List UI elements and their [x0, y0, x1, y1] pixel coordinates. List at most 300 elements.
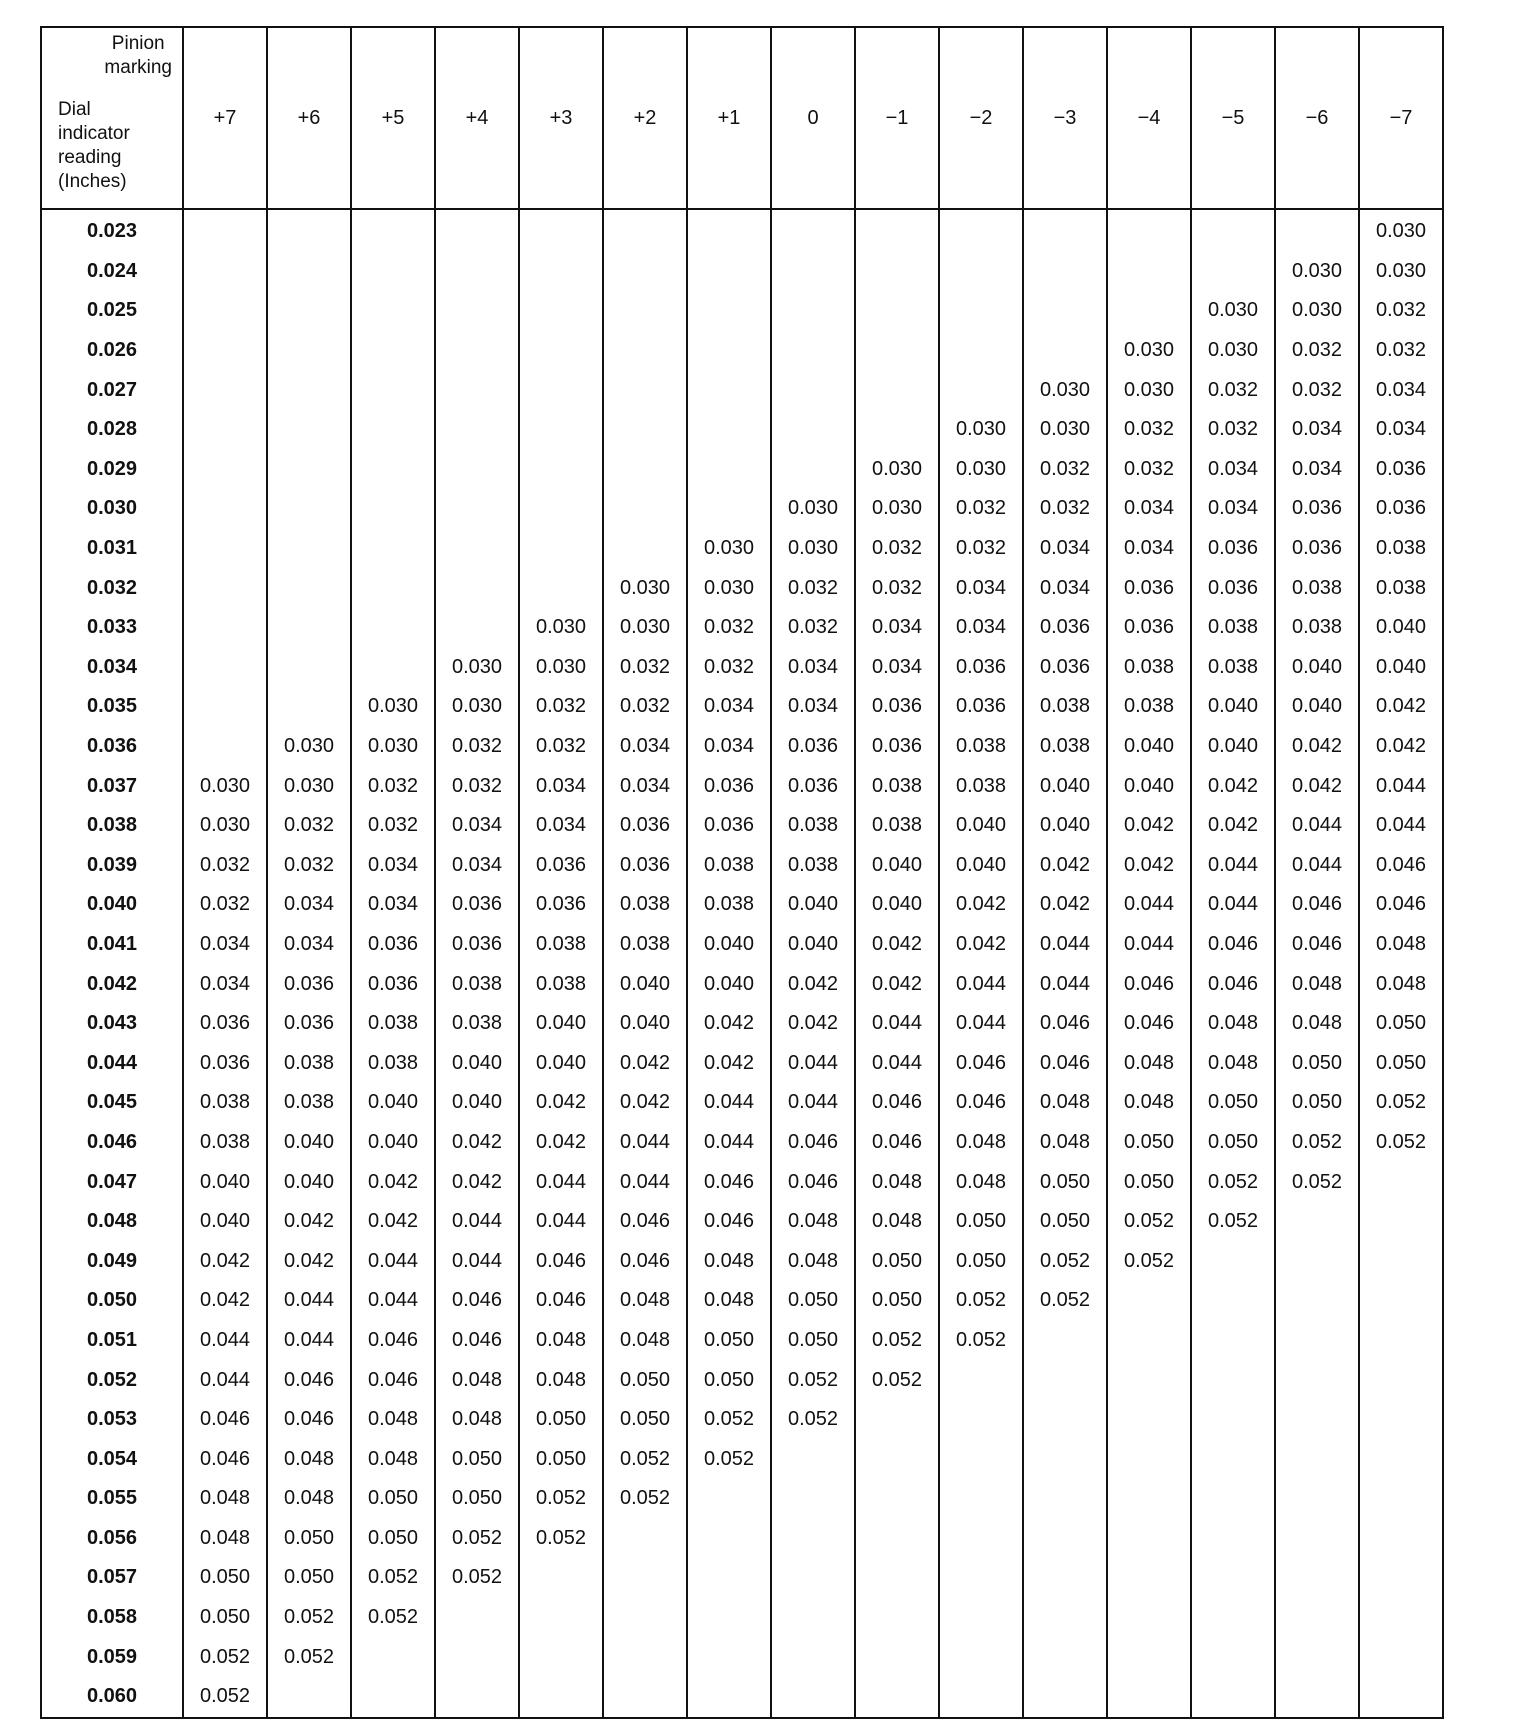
table-row — [41, 450, 1443, 490]
shim-value-cell — [855, 1400, 939, 1440]
table-row — [41, 1479, 1443, 1519]
shim-value-cell — [687, 410, 771, 450]
shim-value-cell: 0.048 — [1023, 1123, 1107, 1163]
shim-value-cell: 0.040 — [687, 925, 771, 965]
shim-value-cell: 0.044 — [1023, 964, 1107, 1004]
shim-value-cell: 0.038 — [687, 885, 771, 925]
shim-value-cell: 0.036 — [267, 964, 351, 1004]
shim-value-cell: 0.046 — [435, 1281, 519, 1321]
shim-value-cell: 0.040 — [1023, 766, 1107, 806]
shim-value-cell: 0.044 — [1359, 766, 1443, 806]
shim-value-cell — [771, 410, 855, 450]
shim-value-cell: 0.042 — [1023, 846, 1107, 886]
shim-value-cell: 0.032 — [855, 568, 939, 608]
shim-value-cell — [687, 1479, 771, 1519]
shim-value-cell — [687, 1519, 771, 1559]
shim-value-cell: 0.032 — [603, 687, 687, 727]
shim-value-cell: 0.040 — [603, 1004, 687, 1044]
shim-value-cell: 0.046 — [519, 1241, 603, 1281]
shim-value-cell: 0.042 — [351, 1162, 435, 1202]
shim-value-cell: 0.032 — [1359, 291, 1443, 331]
shim-value-cell — [1359, 1202, 1443, 1242]
table-row — [41, 1281, 1443, 1321]
dial-reading-cell: 0.029 — [41, 450, 183, 490]
shim-value-cell — [1275, 1637, 1359, 1677]
shim-value-cell: 0.042 — [771, 1004, 855, 1044]
shim-value-cell: 0.040 — [939, 846, 1023, 886]
shim-value-cell — [183, 209, 267, 252]
shim-value-cell: 0.034 — [939, 608, 1023, 648]
shim-value-cell: 0.044 — [183, 1321, 267, 1361]
shim-value-cell — [1191, 1519, 1275, 1559]
shim-value-cell: 0.038 — [1023, 727, 1107, 767]
shim-value-cell — [183, 291, 267, 331]
shim-value-cell: 0.036 — [1107, 568, 1191, 608]
table-row — [41, 568, 1443, 608]
shim-value-cell — [1107, 1321, 1191, 1361]
shim-value-cell: 0.036 — [1191, 529, 1275, 569]
shim-value-cell: 0.042 — [183, 1281, 267, 1321]
shim-value-cell — [267, 209, 351, 252]
shim-value-cell: 0.034 — [939, 568, 1023, 608]
shim-value-cell: 0.050 — [519, 1439, 603, 1479]
shim-value-cell — [435, 252, 519, 292]
shim-value-cell: 0.030 — [1359, 252, 1443, 292]
table-row — [41, 1083, 1443, 1123]
dial-reading-cell: 0.035 — [41, 687, 183, 727]
corner-bottom-line: (Inches) — [58, 171, 127, 192]
shim-value-cell: 0.034 — [1275, 410, 1359, 450]
shim-value-cell: 0.032 — [1023, 450, 1107, 490]
shim-value-cell: 0.050 — [939, 1202, 1023, 1242]
shim-value-cell — [435, 209, 519, 252]
dial-reading-cell: 0.028 — [41, 410, 183, 450]
shim-value-cell: 0.038 — [855, 766, 939, 806]
shim-value-cell: 0.052 — [1191, 1162, 1275, 1202]
table-row — [41, 1400, 1443, 1440]
shim-value-cell: 0.030 — [435, 687, 519, 727]
table-row — [41, 846, 1443, 886]
shim-value-cell: 0.044 — [351, 1281, 435, 1321]
shim-value-cell — [267, 608, 351, 648]
pinion-marking-column-header: +3 — [519, 27, 603, 209]
shim-value-cell: 0.034 — [1359, 410, 1443, 450]
shim-value-cell — [519, 1677, 603, 1718]
shim-value-cell: 0.030 — [771, 529, 855, 569]
shim-value-cell: 0.034 — [519, 766, 603, 806]
shim-value-cell — [183, 529, 267, 569]
shim-value-cell: 0.050 — [603, 1400, 687, 1440]
dial-reading-cell: 0.056 — [41, 1519, 183, 1559]
shim-value-cell: 0.030 — [435, 648, 519, 688]
shim-value-cell — [939, 1598, 1023, 1638]
shim-value-cell — [1191, 252, 1275, 292]
shim-value-cell: 0.030 — [183, 766, 267, 806]
shim-value-cell: 0.046 — [1275, 925, 1359, 965]
shim-value-cell: 0.046 — [1191, 964, 1275, 1004]
shim-value-cell — [1275, 1321, 1359, 1361]
corner-top-line: marking — [104, 57, 172, 78]
shim-value-cell — [519, 1558, 603, 1598]
shim-value-cell — [1107, 1400, 1191, 1440]
dial-reading-cell: 0.039 — [41, 846, 183, 886]
table-row — [41, 727, 1443, 767]
shim-value-cell — [267, 252, 351, 292]
shim-value-cell — [1107, 252, 1191, 292]
shim-value-cell — [351, 608, 435, 648]
shim-value-cell: 0.032 — [771, 608, 855, 648]
shim-value-cell: 0.036 — [183, 1043, 267, 1083]
shim-value-cell: 0.046 — [1023, 1004, 1107, 1044]
shim-value-cell — [267, 331, 351, 371]
pinion-marking-column-header: −6 — [1275, 27, 1359, 209]
shim-value-cell: 0.036 — [1275, 529, 1359, 569]
shim-value-cell: 0.048 — [687, 1241, 771, 1281]
pinion-marking-column-header: +4 — [435, 27, 519, 209]
shim-value-cell: 0.052 — [771, 1360, 855, 1400]
shim-value-cell — [351, 410, 435, 450]
shim-value-cell — [1023, 331, 1107, 371]
shim-value-cell: 0.030 — [1275, 252, 1359, 292]
shim-value-cell — [1359, 1598, 1443, 1638]
shim-value-cell — [771, 291, 855, 331]
shim-value-cell: 0.036 — [855, 727, 939, 767]
shim-value-cell: 0.032 — [771, 568, 855, 608]
shim-value-cell: 0.046 — [855, 1123, 939, 1163]
shim-value-cell: 0.032 — [687, 648, 771, 688]
shim-value-cell — [939, 1439, 1023, 1479]
shim-value-cell — [1107, 1360, 1191, 1400]
shim-value-cell: 0.032 — [183, 846, 267, 886]
shim-value-cell: 0.038 — [267, 1043, 351, 1083]
shim-value-cell — [183, 727, 267, 767]
shim-value-cell — [351, 1677, 435, 1718]
shim-value-cell — [183, 370, 267, 410]
shim-value-cell: 0.050 — [855, 1281, 939, 1321]
shim-value-cell: 0.050 — [687, 1360, 771, 1400]
table-row — [41, 291, 1443, 331]
shim-value-cell — [351, 568, 435, 608]
dial-reading-cell: 0.042 — [41, 964, 183, 1004]
shim-value-cell — [519, 370, 603, 410]
shim-value-cell: 0.032 — [939, 489, 1023, 529]
shim-value-cell: 0.030 — [183, 806, 267, 846]
shim-value-cell: 0.038 — [603, 925, 687, 965]
shim-value-cell — [687, 1677, 771, 1718]
shim-value-cell: 0.050 — [771, 1281, 855, 1321]
pinion-marking-column-header: +5 — [351, 27, 435, 209]
pinion-marking-column-header: −5 — [1191, 27, 1275, 209]
shim-value-cell — [1359, 1677, 1443, 1718]
shim-value-cell: 0.034 — [687, 687, 771, 727]
shim-value-cell: 0.034 — [1107, 529, 1191, 569]
shim-value-cell — [939, 1360, 1023, 1400]
shim-value-cell: 0.048 — [1275, 964, 1359, 1004]
shim-value-cell — [1275, 1360, 1359, 1400]
shim-value-cell — [1275, 209, 1359, 252]
shim-value-cell: 0.038 — [1275, 568, 1359, 608]
shim-value-cell: 0.032 — [1107, 450, 1191, 490]
shim-value-cell: 0.038 — [435, 1004, 519, 1044]
dial-reading-cell: 0.058 — [41, 1598, 183, 1638]
shim-value-cell: 0.044 — [603, 1123, 687, 1163]
shim-value-cell: 0.030 — [351, 687, 435, 727]
shim-value-cell: 0.044 — [687, 1123, 771, 1163]
shim-value-cell: 0.032 — [855, 529, 939, 569]
shim-value-cell — [603, 489, 687, 529]
shim-value-cell — [183, 568, 267, 608]
shim-value-cell: 0.048 — [1107, 1083, 1191, 1123]
shim-value-cell — [855, 331, 939, 371]
shim-value-cell: 0.044 — [1191, 885, 1275, 925]
shim-value-cell — [771, 1519, 855, 1559]
shim-value-cell: 0.040 — [855, 885, 939, 925]
dial-reading-cell: 0.048 — [41, 1202, 183, 1242]
shim-value-cell: 0.040 — [1275, 648, 1359, 688]
shim-value-cell — [603, 1677, 687, 1718]
shim-value-cell: 0.032 — [351, 766, 435, 806]
shim-value-cell: 0.050 — [351, 1519, 435, 1559]
shim-value-cell: 0.044 — [771, 1083, 855, 1123]
shim-value-cell: 0.052 — [1359, 1083, 1443, 1123]
shim-value-cell: 0.050 — [519, 1400, 603, 1440]
shim-value-cell — [939, 1558, 1023, 1598]
shim-value-cell — [351, 450, 435, 490]
shim-value-cell: 0.036 — [603, 806, 687, 846]
shim-value-cell: 0.034 — [1023, 568, 1107, 608]
dial-reading-cell: 0.040 — [41, 885, 183, 925]
shim-value-cell: 0.036 — [771, 727, 855, 767]
shim-value-cell — [1359, 1558, 1443, 1598]
table-row — [41, 410, 1443, 450]
shim-value-cell: 0.038 — [1275, 608, 1359, 648]
shim-value-cell: 0.030 — [1191, 291, 1275, 331]
shim-value-cell — [519, 489, 603, 529]
shim-value-cell: 0.040 — [351, 1123, 435, 1163]
shim-value-cell: 0.036 — [771, 766, 855, 806]
shim-value-cell: 0.034 — [603, 727, 687, 767]
shim-value-cell — [939, 331, 1023, 371]
shim-value-cell — [1191, 1360, 1275, 1400]
shim-value-cell — [1107, 1519, 1191, 1559]
table-row — [41, 925, 1443, 965]
shim-value-cell: 0.044 — [519, 1202, 603, 1242]
shim-value-cell: 0.038 — [771, 846, 855, 886]
shim-value-cell — [267, 529, 351, 569]
shim-value-cell — [687, 252, 771, 292]
shim-value-cell: 0.046 — [351, 1360, 435, 1400]
shim-value-cell: 0.032 — [939, 529, 1023, 569]
shim-value-cell — [1191, 1677, 1275, 1718]
shim-value-cell: 0.030 — [603, 568, 687, 608]
corner-bottom-line: indicator — [58, 123, 130, 144]
shim-value-cell: 0.052 — [855, 1360, 939, 1400]
shim-value-cell: 0.048 — [435, 1400, 519, 1440]
shim-value-cell: 0.046 — [1359, 846, 1443, 886]
shim-value-cell: 0.032 — [603, 648, 687, 688]
shim-value-cell — [183, 410, 267, 450]
shim-value-cell: 0.046 — [855, 1083, 939, 1123]
shim-value-cell: 0.038 — [1191, 648, 1275, 688]
shim-value-cell — [435, 291, 519, 331]
shim-value-cell — [435, 450, 519, 490]
shim-value-cell: 0.052 — [687, 1400, 771, 1440]
dial-reading-cell: 0.041 — [41, 925, 183, 965]
shim-value-cell — [267, 450, 351, 490]
shim-value-cell — [519, 450, 603, 490]
dial-reading-cell: 0.052 — [41, 1360, 183, 1400]
shim-value-cell — [603, 1519, 687, 1559]
shim-value-cell — [687, 1558, 771, 1598]
shim-value-cell: 0.044 — [855, 1043, 939, 1083]
shim-value-cell: 0.038 — [351, 1043, 435, 1083]
dial-reading-cell: 0.053 — [41, 1400, 183, 1440]
dial-reading-cell: 0.032 — [41, 568, 183, 608]
shim-value-cell: 0.030 — [519, 608, 603, 648]
shim-value-cell: 0.040 — [519, 1043, 603, 1083]
shim-value-cell — [687, 291, 771, 331]
shim-value-cell: 0.034 — [603, 766, 687, 806]
shim-value-cell — [435, 410, 519, 450]
shim-value-cell — [687, 489, 771, 529]
shim-value-cell — [603, 1558, 687, 1598]
shim-value-cell: 0.036 — [1107, 608, 1191, 648]
shim-value-cell: 0.030 — [1023, 370, 1107, 410]
shim-value-cell — [1023, 291, 1107, 331]
shim-value-cell: 0.044 — [435, 1202, 519, 1242]
shim-value-cell: 0.052 — [939, 1281, 1023, 1321]
shim-value-cell: 0.048 — [603, 1321, 687, 1361]
table-row — [41, 608, 1443, 648]
dial-reading-cell: 0.054 — [41, 1439, 183, 1479]
shim-value-cell — [1191, 1281, 1275, 1321]
shim-value-cell: 0.048 — [1023, 1083, 1107, 1123]
shim-value-cell: 0.030 — [351, 727, 435, 767]
shim-value-cell: 0.042 — [267, 1241, 351, 1281]
shim-value-cell: 0.052 — [351, 1558, 435, 1598]
shim-value-cell: 0.040 — [435, 1043, 519, 1083]
shim-value-cell: 0.040 — [855, 846, 939, 886]
shim-value-cell — [1359, 1400, 1443, 1440]
shim-value-cell: 0.030 — [267, 766, 351, 806]
table-row — [41, 1637, 1443, 1677]
shim-value-cell: 0.034 — [435, 806, 519, 846]
shim-value-cell: 0.042 — [1359, 687, 1443, 727]
shim-value-cell — [855, 1598, 939, 1638]
shim-value-cell — [519, 1637, 603, 1677]
shim-value-cell — [1023, 252, 1107, 292]
shim-value-cell: 0.046 — [1191, 925, 1275, 965]
shim-value-cell — [519, 209, 603, 252]
shim-value-cell: 0.046 — [267, 1360, 351, 1400]
table-row — [41, 529, 1443, 569]
shim-value-cell — [1275, 1241, 1359, 1281]
shim-value-cell — [1359, 1360, 1443, 1400]
shim-value-cell: 0.036 — [519, 885, 603, 925]
shim-value-cell — [771, 1479, 855, 1519]
shim-value-cell: 0.032 — [519, 727, 603, 767]
shim-value-cell — [351, 331, 435, 371]
dial-reading-cell: 0.047 — [41, 1162, 183, 1202]
shim-value-cell: 0.044 — [939, 964, 1023, 1004]
shim-value-cell — [267, 489, 351, 529]
shim-value-cell — [351, 529, 435, 569]
shim-value-cell: 0.030 — [1107, 370, 1191, 410]
shim-value-cell: 0.036 — [435, 925, 519, 965]
shim-value-cell — [855, 291, 939, 331]
shim-value-cell — [519, 410, 603, 450]
shim-value-cell: 0.040 — [267, 1123, 351, 1163]
shim-value-cell: 0.042 — [1107, 846, 1191, 886]
shim-value-cell: 0.034 — [1023, 529, 1107, 569]
shim-value-cell — [1275, 1519, 1359, 1559]
dial-reading-cell: 0.033 — [41, 608, 183, 648]
shim-value-cell — [771, 1439, 855, 1479]
shim-value-cell: 0.036 — [939, 687, 1023, 727]
shim-value-cell: 0.040 — [1359, 648, 1443, 688]
shim-value-cell: 0.040 — [1359, 608, 1443, 648]
shim-value-cell: 0.046 — [939, 1043, 1023, 1083]
shim-value-cell: 0.032 — [1275, 331, 1359, 371]
shim-value-cell — [351, 291, 435, 331]
shim-value-cell — [1191, 1637, 1275, 1677]
dial-reading-cell: 0.049 — [41, 1241, 183, 1281]
pinion-marking-column-header: 0 — [771, 27, 855, 209]
shim-value-cell: 0.042 — [939, 925, 1023, 965]
dial-reading-cell: 0.024 — [41, 252, 183, 292]
shim-value-cell: 0.048 — [351, 1400, 435, 1440]
shim-value-cell: 0.032 — [351, 806, 435, 846]
shim-value-cell: 0.040 — [1107, 766, 1191, 806]
shim-value-cell — [687, 331, 771, 371]
shim-value-cell: 0.050 — [1275, 1043, 1359, 1083]
table-row — [41, 370, 1443, 410]
shim-value-cell — [771, 1558, 855, 1598]
table-row — [41, 1360, 1443, 1400]
table-row — [41, 1677, 1443, 1718]
shim-value-cell: 0.052 — [435, 1558, 519, 1598]
shim-value-cell — [1359, 1162, 1443, 1202]
shim-value-cell — [687, 1598, 771, 1638]
shim-value-cell: 0.052 — [1023, 1281, 1107, 1321]
shim-value-cell — [603, 450, 687, 490]
shim-value-cell — [351, 252, 435, 292]
shim-value-cell: 0.046 — [771, 1162, 855, 1202]
shim-value-cell — [519, 331, 603, 371]
table-row — [41, 648, 1443, 688]
shim-value-cell: 0.050 — [1275, 1083, 1359, 1123]
dial-reading-cell: 0.031 — [41, 529, 183, 569]
shim-value-cell — [1275, 1558, 1359, 1598]
shim-value-cell: 0.046 — [771, 1123, 855, 1163]
dial-reading-cell: 0.060 — [41, 1677, 183, 1718]
shim-value-cell: 0.034 — [351, 885, 435, 925]
shim-value-cell: 0.038 — [183, 1123, 267, 1163]
shim-value-cell — [603, 252, 687, 292]
shim-value-cell: 0.038 — [519, 925, 603, 965]
shim-value-cell — [519, 568, 603, 608]
shim-value-cell: 0.052 — [1359, 1123, 1443, 1163]
shim-value-cell — [1359, 1637, 1443, 1677]
shim-value-cell — [855, 370, 939, 410]
shim-value-cell — [1191, 209, 1275, 252]
shim-value-cell: 0.044 — [1023, 925, 1107, 965]
shim-value-cell: 0.038 — [1359, 529, 1443, 569]
dial-reading-cell: 0.036 — [41, 727, 183, 767]
shim-value-cell — [267, 648, 351, 688]
shim-value-cell — [939, 1677, 1023, 1718]
shim-value-cell — [267, 568, 351, 608]
